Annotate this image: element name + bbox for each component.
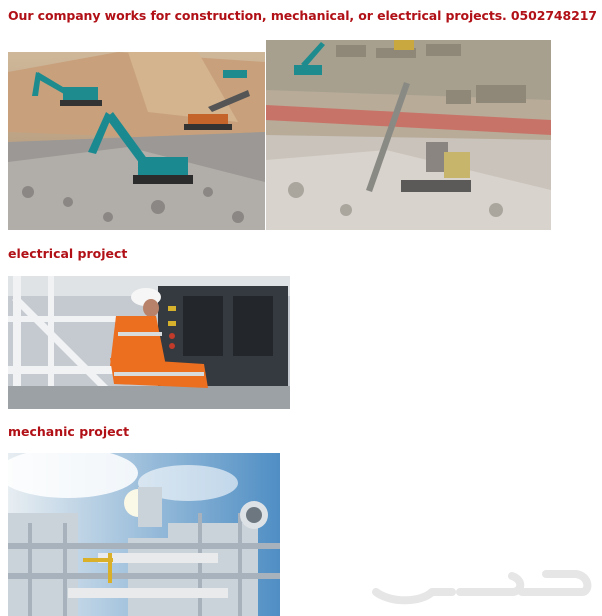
construction-drilling-photo [266, 40, 551, 230]
haraj-watermark-logo [362, 562, 598, 610]
mechanic-project-label: mechanic project [8, 424, 130, 439]
mechanic-project-photo [8, 453, 280, 616]
construction-excavator-photo [8, 52, 265, 230]
electrical-project-photo [8, 276, 290, 409]
electrical-project-label: electrical project [8, 246, 128, 261]
page-headline: Our company works for construction, mechanical, or electrical projects. 0502748217 [8, 8, 597, 23]
